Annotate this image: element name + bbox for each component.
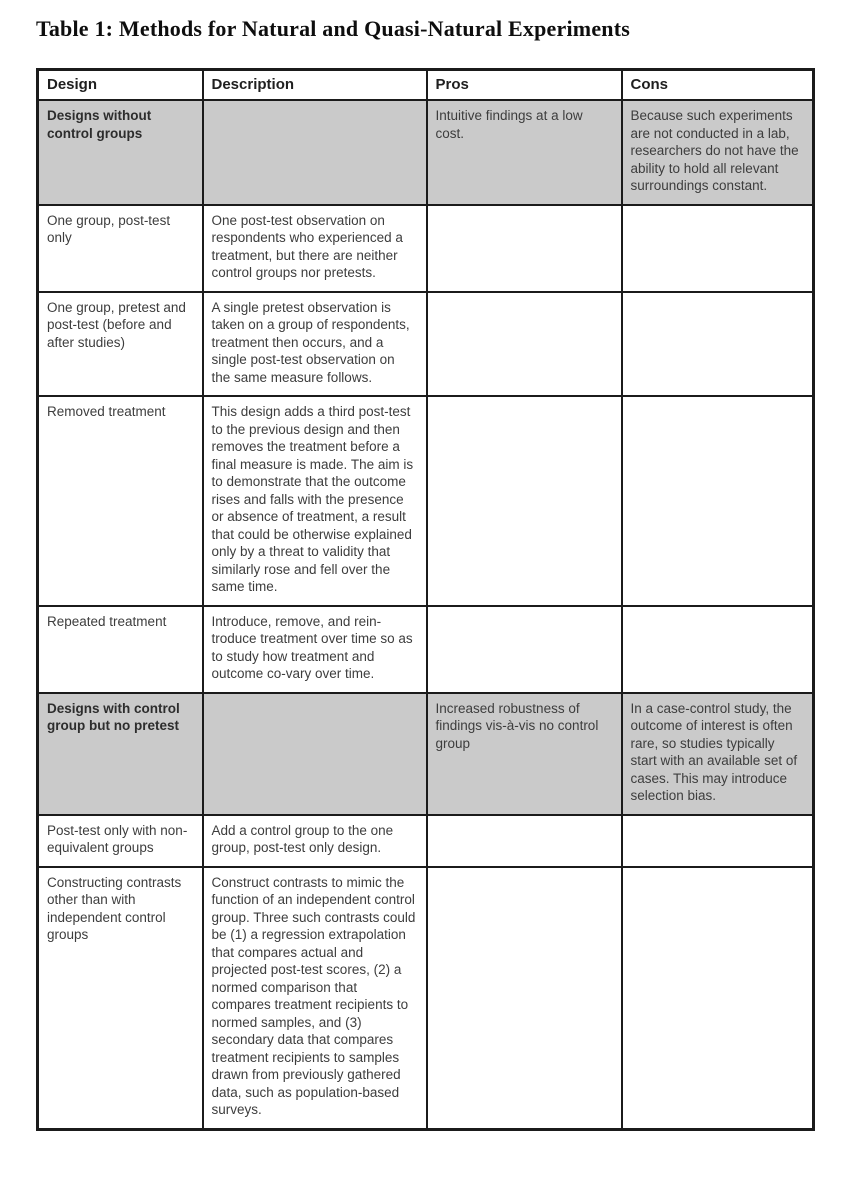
header-row [38,70,814,101]
cell-design: One group, pretest and post-test (before and after studies) [38,292,203,397]
column-header-pros: Pros [427,70,622,101]
cell-description: This design adds a third post-test to the previous design and then removes the treatment before a final measure is made. The aim is to demonstrate that the outcome rises and falls with the presence or absence of treatment, a result that could be otherwise explained only by a threat to validity that similarly rose and fell over the same time. [203,396,427,606]
table-body [38,100,814,1129]
cell-pros [427,292,622,397]
cell-cons [622,815,814,867]
methods-table [36,68,815,1131]
cell-description [203,693,427,815]
cell-description: Construct contrasts to mimic the function of an independent control group. Three such contrasts could be (1) a regression extrapolation that compares actual and projected post-test scores, (2) a normed comparison that compares treatment recipients to normed samples, and (3) secondary data that compares treatment recipients to samples drawn from previously gathered data, such as population-based surveys. [203,867,427,1130]
table-row [38,606,814,693]
cell-description [203,100,427,205]
cell-cons: Because such experiments are not conducted in a lab, researchers do not have the ability to hold all relevant surroundings constant. [622,100,814,205]
cell-description: Introduce, remove, and reintroduce treatment over time so as to study how treatment and outcome co-vary over time. [203,606,427,693]
cell-cons [622,867,814,1130]
cell-design: Repeated treatment [38,606,203,693]
table-row [38,292,814,397]
cell-cons [622,606,814,693]
cell-design: Constructing contrasts other than with independent control groups [38,867,203,1130]
cell-design: Designs without control groups [38,100,203,205]
cell-cons [622,205,814,292]
table-title: Table 1: Methods for Natural and Quasi-Natural Experiments [36,16,631,41]
cell-cons [622,292,814,397]
cell-description: A single pretest observation is taken on a group of respondents, treatment then occurs, and a single post-test observation on the same measure follows. [203,292,427,397]
section-row [38,100,814,205]
cell-pros [427,606,622,693]
cell-description: One post-test observation on respondents who experienced a treatment, but there are neither control groups nor pretests. [203,205,427,292]
cell-design: Designs with control group but no pretest [38,693,203,815]
column-header-design: Design [38,70,203,101]
table-row [38,205,814,292]
cell-design: One group, post-test only [38,205,203,292]
cell-pros [427,396,622,606]
section-row [38,693,814,815]
cell-pros [427,815,622,867]
cell-pros [427,205,622,292]
table-row [38,867,814,1130]
table-head [38,70,814,101]
cell-cons [622,396,814,606]
cell-pros: Increased robustness of findings vis-à-vis no control group [427,693,622,815]
table-row [38,396,814,606]
table-row [38,815,814,867]
cell-pros: Intuitive findings at a low cost. [427,100,622,205]
cell-description: Add a control group to the one group, post-test only design. [203,815,427,867]
cell-pros [427,867,622,1130]
cell-design: Post-test only with non-equivalent groups [38,815,203,867]
cell-design: Removed treatment [38,396,203,606]
column-header-cons: Cons [622,70,814,101]
column-header-description: Description [203,70,427,101]
cell-cons: In a case-control study, the outcome of interest is often rare, so studies typically start with an available set of cases. This may introduce selection bias. [622,693,814,815]
